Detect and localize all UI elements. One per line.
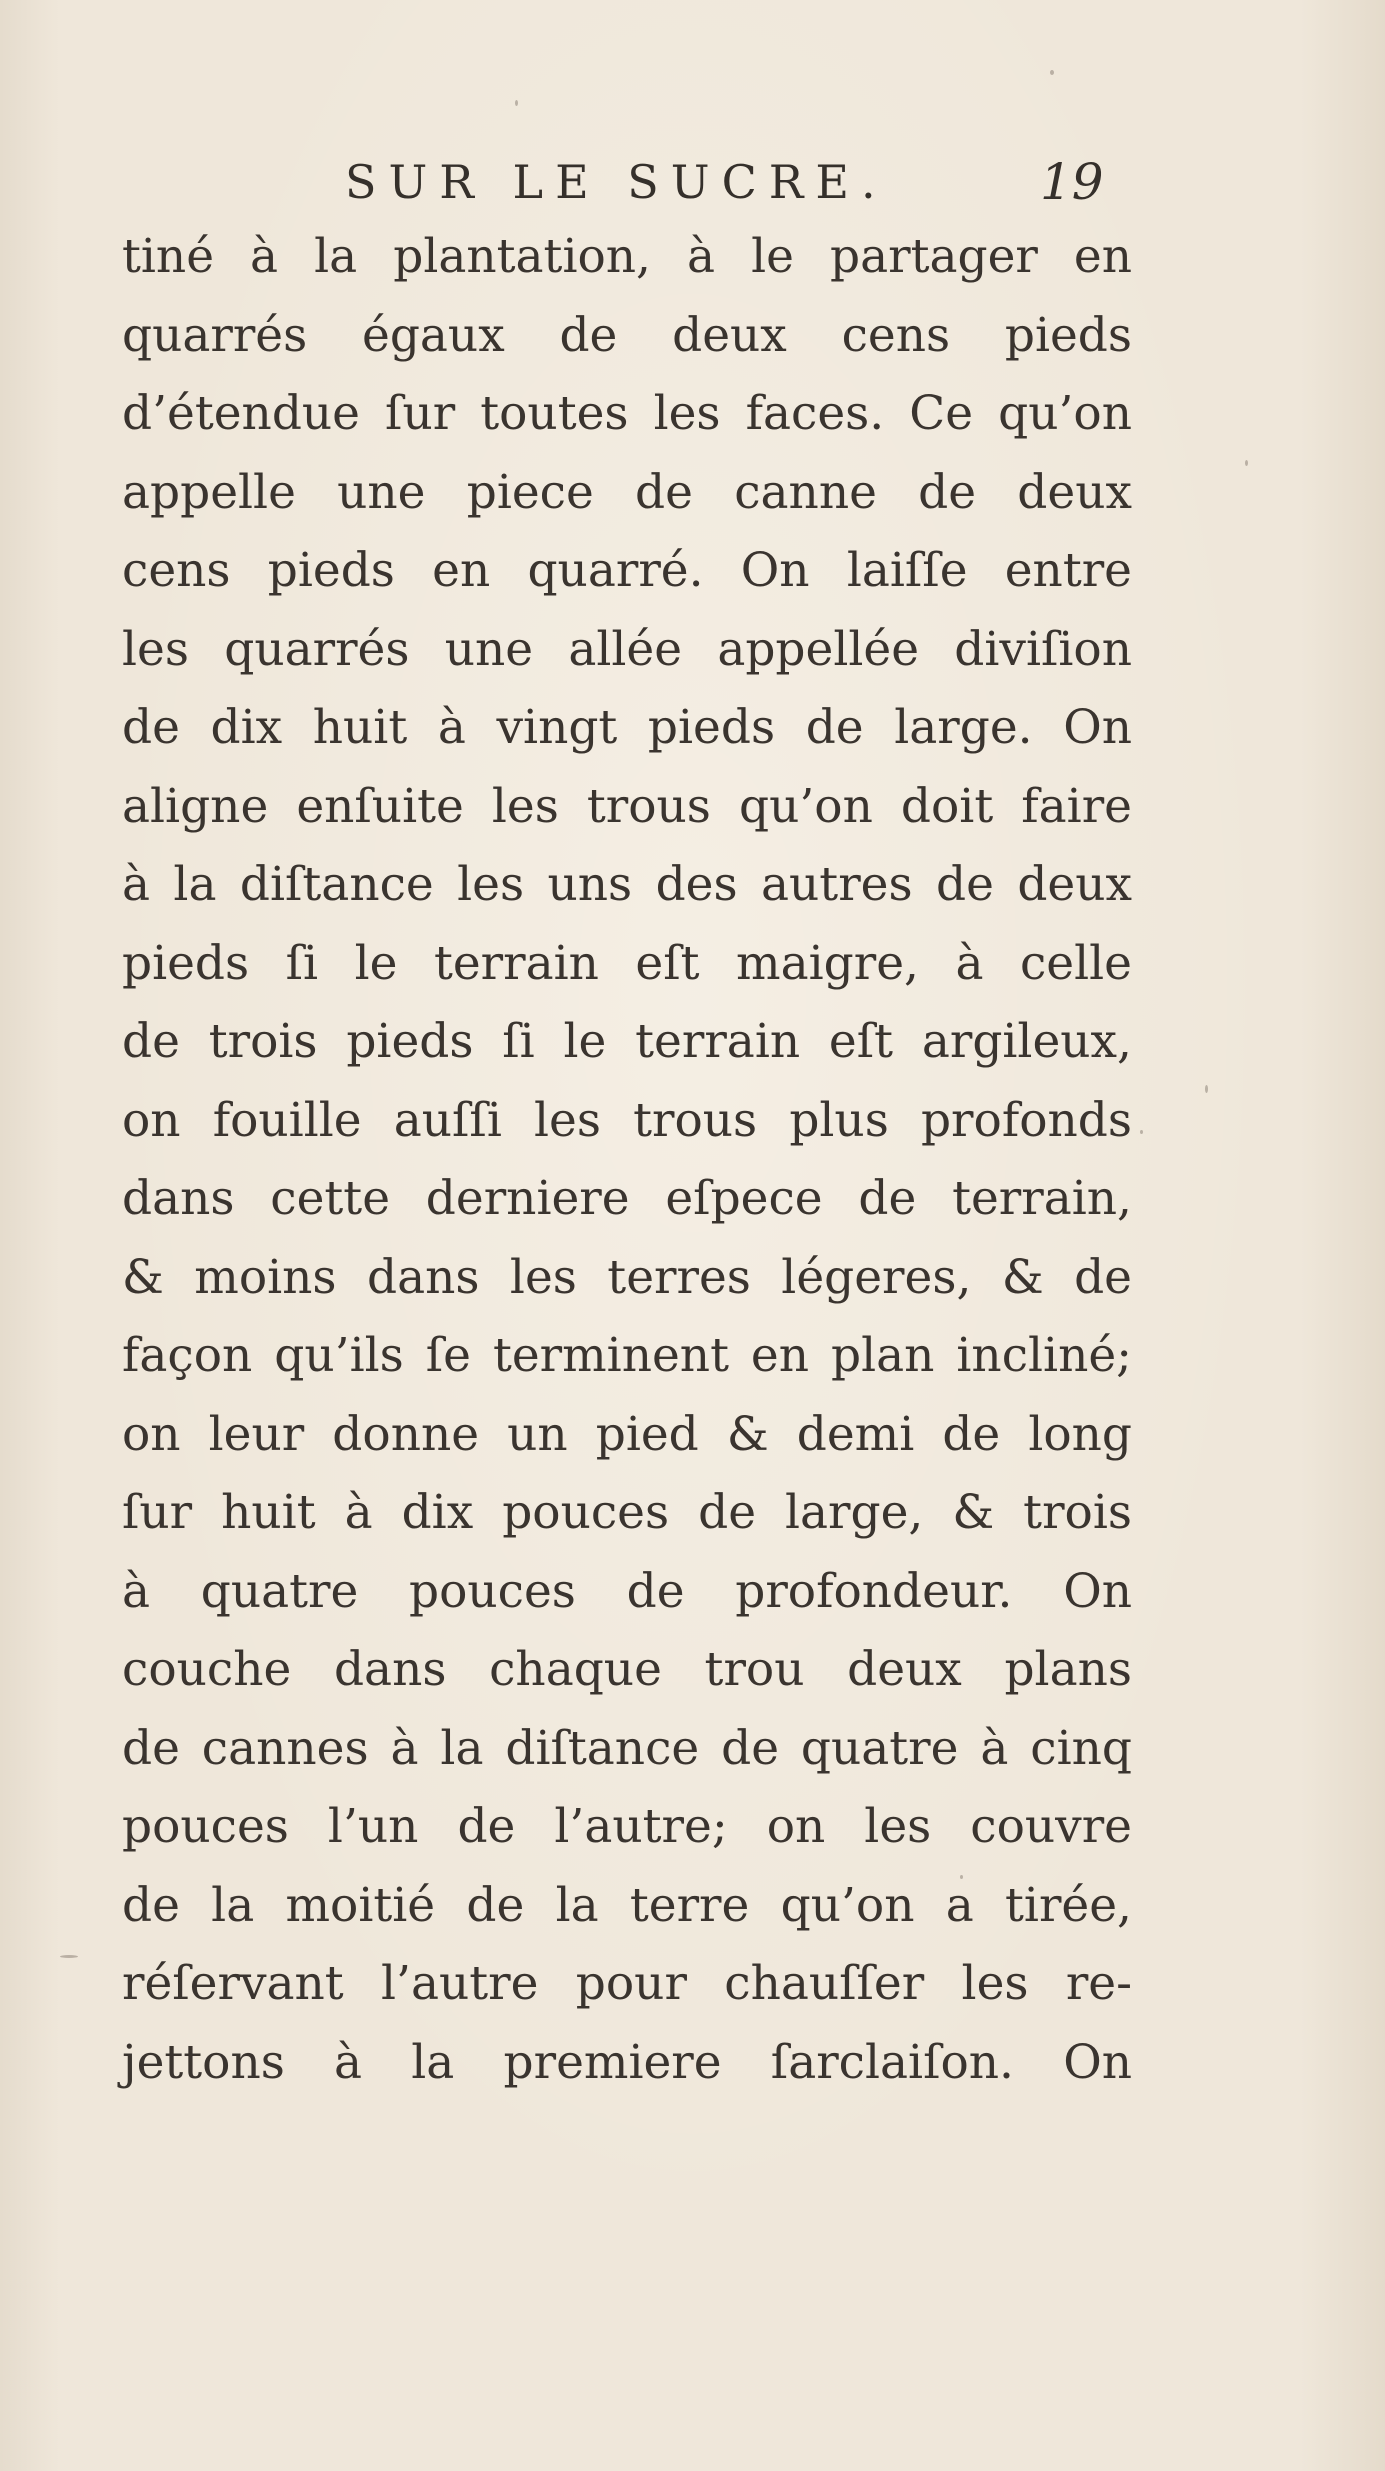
text-line: couche dans chaque trou deux plans (122, 1642, 1132, 1697)
text-line: de trois pieds ſi le terrain eſt argileux, (122, 1014, 1132, 1069)
text-line: dans cette derniere eſpece de terrain, (122, 1171, 1132, 1226)
text-line: d’étendue ſur toutes les faces. Ce qu’on (122, 386, 1132, 441)
paper-speck (1245, 460, 1248, 466)
text-line: de cannes à la diſtance de quatre à cinq (122, 1720, 1132, 1776)
paper-speck (1205, 1085, 1208, 1093)
text-line: pieds ſi le terrain eſt maigre, à celle (122, 935, 1132, 991)
text-line: ſur huit à dix pouces de large, & trois (122, 1485, 1132, 1540)
text-line: de la moitié de la terre qu’on a tirée, (122, 1877, 1132, 1933)
text-line: les quarrés une allée appellée diviſion (122, 621, 1132, 677)
page-number: 19 (1040, 153, 1104, 211)
paper-speck (515, 100, 518, 106)
text-line: jettons à la premiere ſarclaiſon. On (122, 2034, 1132, 2090)
text-line: pouces l’un de l’autre; on les couvre (122, 1799, 1132, 1854)
text-line: aligne enſuite les trous qu’on doit faire (122, 778, 1132, 834)
text-line: tiné à la plantation, à le partager en (122, 229, 1132, 284)
running-head (0, 152, 1385, 212)
text-line: de dix huit à vingt pieds de large. On (122, 700, 1132, 755)
text-line: appelle une piece de canne de deux (122, 464, 1132, 520)
text-line: on fouille auſſi les trous plus profonds (122, 1092, 1132, 1148)
text-line: quarrés égaux de deux cens pieds (122, 307, 1132, 363)
text-line: & moins dans les terres légeres, & de (122, 1249, 1132, 1305)
running-head-title: SUR LE SUCRE. (345, 155, 888, 209)
text-line: à quatre pouces de profondeur. On (122, 1563, 1132, 1619)
text-line: façon qu’ils ſe terminent en plan incliné; (122, 1328, 1132, 1383)
paper-speck (1050, 70, 1054, 75)
text-line: à la diſtance les uns des autres de deux (122, 857, 1132, 912)
text-line: on leur donne un pied & demi de long (122, 1406, 1132, 1462)
text-line: cens pieds en quarré. On laiſſe entre (122, 543, 1132, 598)
body-text (122, 218, 1132, 2102)
text-line: réſervant l’autre pour chauſſer les re- (122, 1956, 1132, 2011)
paper-speck (1140, 1130, 1143, 1134)
paper-speck (60, 1955, 78, 1958)
